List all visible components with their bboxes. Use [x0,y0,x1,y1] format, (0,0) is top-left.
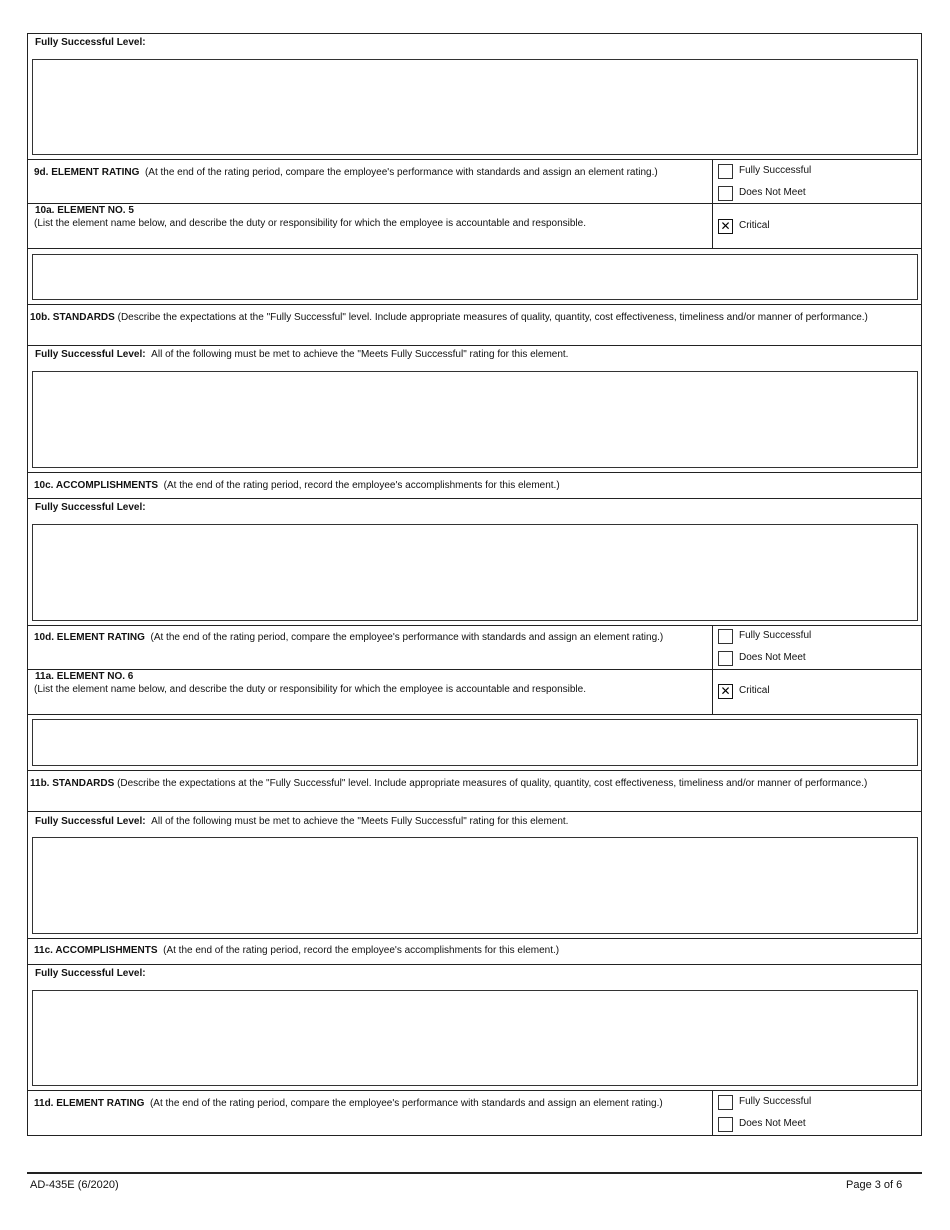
divider [27,472,922,473]
accomplishments-11c-label: Fully Successful Level: [35,968,146,979]
rating-10d-does-not-meet-label: Does Not Meet [739,652,806,663]
element-rating-10d: 10d. ELEMENT RATING (At the end of the rating period, compare the employee's performance with standards and assign an element rating.) [34,632,664,643]
rating-10d-fully-successful-checkbox[interactable] [718,629,733,644]
divider [27,345,922,346]
divider [27,714,922,715]
rating-11d-does-not-meet-label: Does Not Meet [739,1118,806,1129]
rating-11d-fully-successful-checkbox[interactable] [718,1095,733,1110]
page-number: Page 3 of 6 [846,1179,903,1191]
form-number: AD-435E (6/2020) [30,1179,119,1191]
rating-11d-fully-successful-label: Fully Successful [739,1096,812,1107]
element-6-name-field[interactable] [32,719,918,766]
divider [27,964,922,965]
form-top-border [27,33,922,34]
accomplishments-9c-field[interactable] [32,59,918,155]
element-rating-11d: 11d. ELEMENT RATING (At the end of the rating period, compare the employee's performance with standards and assign an element rating.) [34,1098,663,1109]
divider [27,625,922,626]
divider [27,498,922,499]
divider [27,304,922,305]
element-no-5-heading: 10a. ELEMENT NO. 5 [35,205,134,216]
divider [27,938,922,939]
divider [27,770,922,771]
form-right-border [921,33,922,1136]
rating-9d-does-not-meet-checkbox[interactable] [718,186,733,201]
standards-11b: 11b. STANDARDS (Describe the expectations at the "Fully Successful" level. Include appropriate measures of quality, quantity, cost effectiveness, timeliness and/or manner of performance.) [30,778,868,789]
divider [27,669,922,670]
standards-10b-field[interactable] [32,371,918,468]
rating-10d-fully-successful-label: Fully Successful [739,630,812,641]
standards-11b-fully-successful: Fully Successful Level: All of the following must be met to achieve the "Meets Fully Successful" rating for this element. [35,816,569,827]
element-6-critical-checkbox[interactable] [718,684,733,699]
standards-11b-field[interactable] [32,837,918,934]
rating-9d-fully-successful-checkbox[interactable] [718,164,733,179]
rating-9d-does-not-meet-label: Does Not Meet [739,187,806,198]
divider [27,203,922,204]
element-5-name-field[interactable] [32,254,918,300]
divider [27,811,922,812]
divider [27,1090,922,1091]
form-left-border [27,33,28,1136]
rating-9d-fully-successful-label: Fully Successful [739,165,812,176]
rating-11d-does-not-meet-checkbox[interactable] [718,1117,733,1132]
element-5-critical-label: Critical [739,220,770,231]
footer-rule [27,1172,922,1174]
accomplishments-11c-field[interactable] [32,990,918,1086]
accomplishments-10c: 10c. ACCOMPLISHMENTS (At the end of the rating period, record the employee's accomplishments for this element.) [34,480,560,491]
accomplishments-10c-label: Fully Successful Level: [35,502,146,513]
element-rating-9d: 9d. ELEMENT RATING (At the end of the rating period, compare the employee's performance with standards and assign an element rating.) [34,167,658,178]
standards-10b-fully-successful: Fully Successful Level: All of the following must be met to achieve the "Meets Fully Successful" rating for this element. [35,349,569,360]
accomplishments-11c: 11c. ACCOMPLISHMENTS (At the end of the rating period, record the employee's accomplishments for this element.) [34,945,560,956]
form-bottom-border [27,1135,922,1136]
rating-divider [712,1090,713,1136]
divider [27,248,922,249]
divider [27,159,922,160]
standards-10b: 10b. STANDARDS (Describe the expectations at the "Fully Successful" level. Include appropriate measures of quality, quantity, cost effectiveness, timeliness and/or manner of performance.) [30,312,868,323]
element-5-critical-checkbox[interactable] [718,219,733,234]
element-6-critical-label: Critical [739,685,770,696]
accomplishments-10c-field[interactable] [32,524,918,621]
element-no-5-description: (List the element name below, and describe the duty or responsibility for which the employee is accountable and responsible. [34,218,586,229]
element-no-6-description: (List the element name below, and describe the duty or responsibility for which the employee is accountable and responsible. [34,684,586,695]
rating-10d-does-not-meet-checkbox[interactable] [718,651,733,666]
fully-successful-level-label: Fully Successful Level: [35,37,146,48]
element-no-6-heading: 11a. ELEMENT NO. 6 [35,671,134,682]
